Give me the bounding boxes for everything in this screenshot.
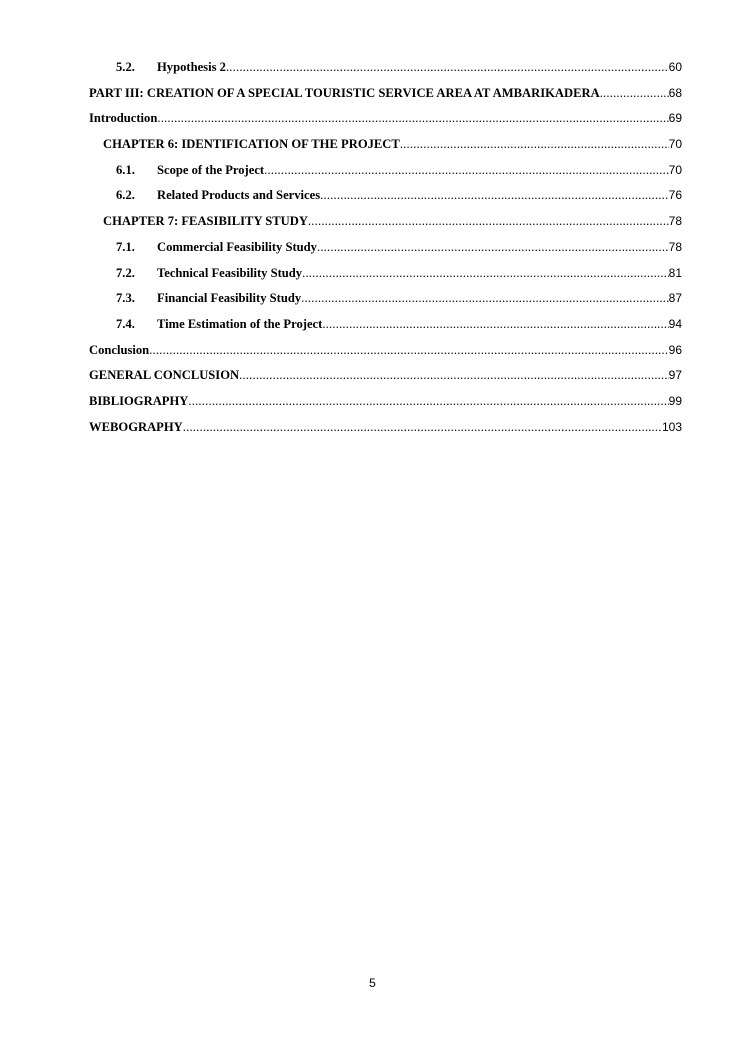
toc-entry-number: 7.4. [116,316,135,331]
toc-entry-page: 97 [668,368,682,383]
toc-entry-title: CHAPTER 7: FEASIBILITY STUDY [103,214,308,229]
toc-entry-number: 6.2. [116,188,135,203]
toc-entry-title: WEBOGRAPHY [89,419,183,434]
dot-leader [149,343,668,358]
toc-entry[interactable] [89,137,682,163]
toc-entry[interactable] [89,240,682,266]
dot-leader [400,137,669,152]
toc-entry-number: 7.2. [116,265,135,280]
toc-entry-page: 94 [668,316,682,331]
dot-leader [264,163,669,178]
toc-entry-title: GENERAL CONCLUSION [89,368,240,383]
dot-leader [239,368,669,383]
toc-entry-number: 5.2. [116,60,135,74]
toc-entry-title: Hypothesis 2 [157,60,226,74]
dot-leader [188,394,668,409]
toc-entry-page: 78 [668,239,682,254]
toc-entry-page: 99 [668,393,682,408]
dot-leader [600,86,669,101]
dot-leader [308,214,669,229]
toc-entry[interactable] [89,343,682,369]
toc-entry[interactable] [89,368,682,394]
dot-leader [301,291,668,306]
dot-leader [322,317,668,332]
toc-entry-title: Technical Feasibility Study [157,265,303,280]
toc-entry-title: Scope of the Project [157,162,265,177]
toc-entry-number: 6.1. [116,162,135,177]
dot-leader [157,111,668,126]
toc-entry-page: 103 [661,419,682,434]
toc-entry-page: 68 [668,85,682,100]
table-of-contents [89,60,682,445]
dot-leader [183,420,662,435]
dot-leader [302,266,669,281]
toc-entry-number: 7.3. [116,291,135,306]
toc-entry[interactable] [89,420,682,446]
toc-entry-title: Financial Feasibility Study [157,291,302,306]
toc-entry-page: 81 [668,265,682,280]
toc-entry-page: 69 [668,111,682,126]
toc-entry[interactable] [89,266,682,292]
toc-entry[interactable] [89,86,682,112]
toc-entry[interactable] [89,60,682,86]
toc-entry-title: CHAPTER 6: IDENTIFICATION OF THE PROJECT [103,137,400,152]
toc-entry-number: 7.1. [116,239,135,254]
toc-entry-title: Related Products and Services [157,188,321,203]
toc-entry-title: Conclusion [89,342,150,357]
toc-entry-title: Introduction [89,111,158,126]
toc-entry[interactable] [89,188,682,214]
toc-entry-page: 78 [668,214,682,229]
toc-entry[interactable] [89,317,682,343]
toc-entry[interactable] [89,214,682,240]
page-number: 5 [369,976,376,990]
toc-entry-title: Commercial Feasibility Study [157,239,317,254]
toc-entry[interactable] [89,394,682,420]
toc-entry-page: 70 [668,137,682,152]
toc-entry-page: 60 [668,60,682,74]
toc-entry-title: BIBLIOGRAPHY [89,393,189,408]
toc-entry[interactable] [89,163,682,189]
dot-leader [317,240,669,255]
dot-leader [320,188,669,203]
toc-entry-title: PART III: CREATION OF A SPECIAL TOURISTIC SERVICE AREA AT AMBARIKADERA [89,85,600,100]
toc-entry-page: 76 [668,188,682,203]
dot-leader [226,60,669,75]
toc-entry-title: Time Estimation of the Project [157,316,323,331]
toc-entry[interactable] [89,111,682,137]
toc-entry-page: 70 [668,162,682,177]
toc-entry-page: 96 [668,342,682,357]
toc-entry[interactable] [89,291,682,317]
toc-entry-page: 87 [668,291,682,306]
